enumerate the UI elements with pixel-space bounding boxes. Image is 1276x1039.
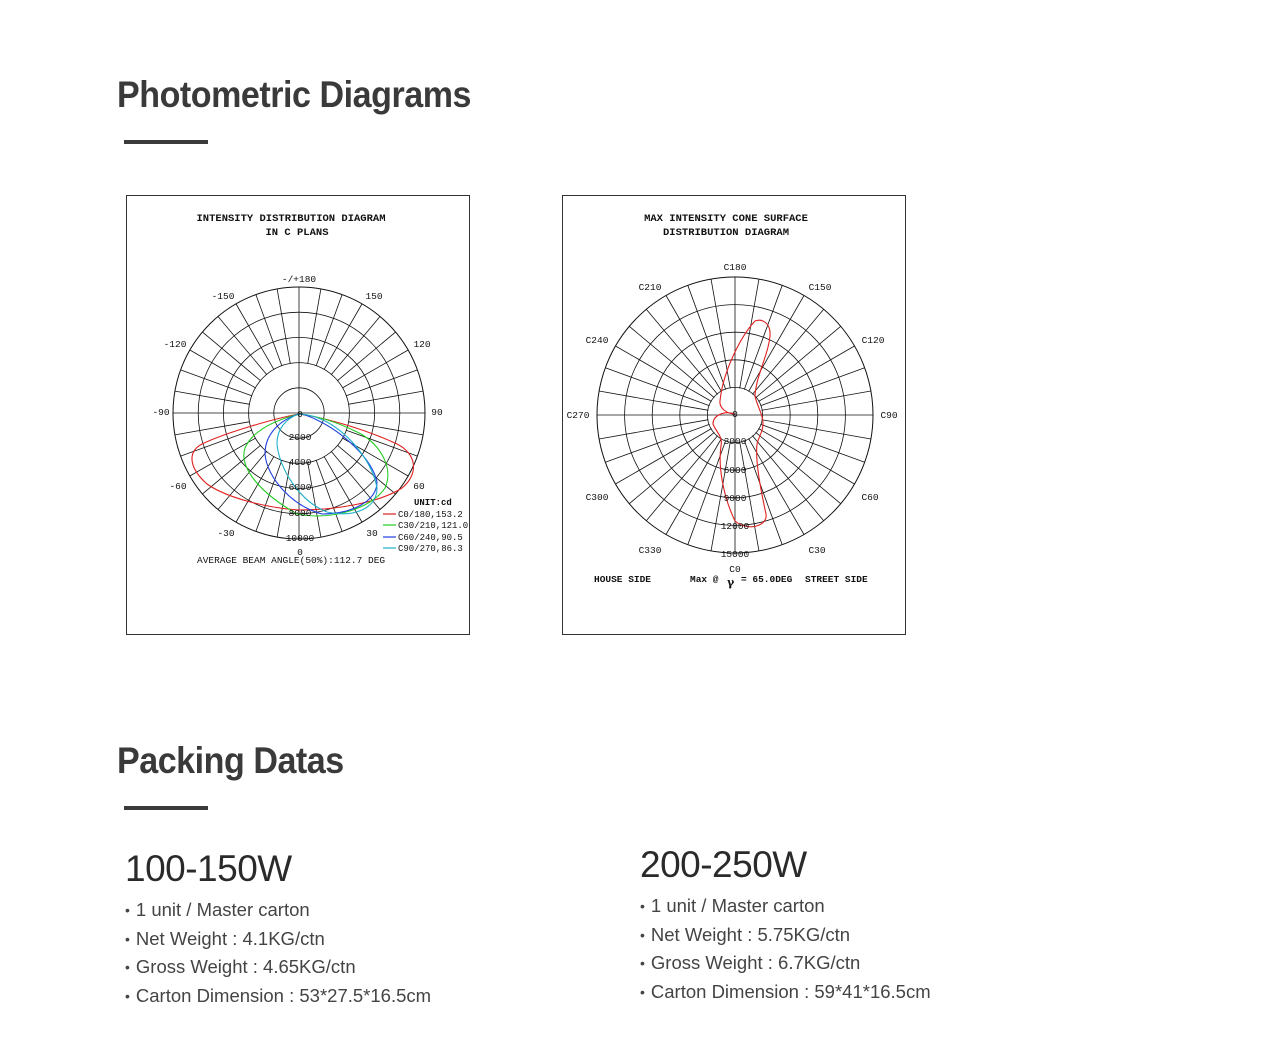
grid-spoke bbox=[646, 309, 717, 394]
grid-spoke bbox=[666, 295, 722, 391]
grid-spoke bbox=[666, 438, 722, 534]
angle-label-neg150: -150 bbox=[211, 291, 235, 302]
intensity-legend bbox=[383, 510, 468, 554]
grid-spoke bbox=[181, 370, 252, 396]
packing-title: Packing Datas bbox=[117, 740, 344, 781]
grid-spoke bbox=[277, 289, 290, 364]
grid-spoke bbox=[316, 295, 342, 366]
grid-spoke bbox=[348, 391, 423, 404]
cone-angle-c330: C330 bbox=[638, 545, 662, 556]
max-text-prefix: Max @ bbox=[690, 574, 719, 585]
packing-item: • 1 unit / Master carton bbox=[640, 892, 931, 921]
cone-diagram-svg bbox=[563, 196, 905, 634]
packing-column-100-150w bbox=[125, 848, 431, 1010]
legend-item-c60: C60/240,90.5 bbox=[398, 533, 463, 543]
radial-label-4000: 4000 bbox=[288, 457, 312, 468]
packing-item: • Carton Dimension : 53*27.5*16.5cm bbox=[125, 982, 431, 1011]
max-text-suffix: = 65.0DEG bbox=[741, 574, 793, 585]
grid-spoke bbox=[190, 350, 256, 388]
intensity-diagram-svg bbox=[127, 196, 469, 634]
radial-label-0: 0 bbox=[297, 409, 303, 420]
grid-spoke bbox=[760, 368, 864, 406]
angle-label-neg120: -120 bbox=[163, 339, 187, 350]
grid-spoke bbox=[762, 420, 871, 439]
grid-spoke bbox=[599, 420, 708, 439]
angle-label-neg60: -60 bbox=[169, 481, 187, 492]
angle-label-60: 60 bbox=[413, 481, 425, 492]
grid-spoke bbox=[646, 436, 717, 521]
cone-radial-6000: 6000 bbox=[723, 465, 747, 476]
street-side-label: STREET SIDE bbox=[805, 574, 868, 585]
gamma-symbol: γ bbox=[727, 576, 735, 589]
grid-spoke bbox=[752, 309, 823, 394]
grid-spoke bbox=[308, 462, 321, 537]
photometric-title: Photometric Diagrams bbox=[117, 74, 471, 115]
grid-spoke bbox=[236, 304, 274, 370]
packing-heading: 100-150W bbox=[125, 848, 292, 889]
grid-spoke bbox=[629, 326, 714, 397]
cone-radial-0: 0 bbox=[732, 409, 738, 420]
packing-item: • Carton Dimension : 59*41*16.5cm bbox=[640, 978, 931, 1007]
grid-spoke bbox=[615, 346, 711, 402]
packing-list bbox=[125, 896, 431, 1010]
cone-title-line2: DISTRIBUTION DIAGRAM bbox=[662, 227, 790, 239]
grid-spoke bbox=[744, 440, 782, 544]
grid-spoke bbox=[749, 295, 805, 391]
grid-spoke bbox=[277, 462, 290, 537]
intensity-distribution-diagram bbox=[126, 195, 470, 635]
cone-angle-c270: C270 bbox=[566, 410, 590, 421]
grid-spoke bbox=[744, 285, 782, 389]
grid-spoke bbox=[175, 391, 250, 404]
cone-angle-c120: C120 bbox=[861, 335, 885, 346]
radial-label-8000: 8000 bbox=[288, 508, 312, 519]
angle-label-90: 90 bbox=[431, 407, 443, 418]
packing-item: • Net Weight : 4.1KG/ctn bbox=[125, 925, 431, 954]
packing-item: • Gross Weight : 6.7KG/ctn bbox=[640, 949, 931, 978]
intensity-title-line1: INTENSITY DISTRIBUTION DIAGRAM bbox=[196, 213, 386, 225]
grid-spoke bbox=[256, 460, 282, 531]
grid-spoke bbox=[308, 289, 321, 364]
grid-spoke bbox=[756, 432, 841, 503]
grid-spoke bbox=[605, 368, 709, 406]
grid-spoke bbox=[342, 350, 408, 388]
cone-radial-12000: 12000 bbox=[720, 521, 750, 532]
cone-radial-15000: 15000 bbox=[720, 549, 750, 560]
cone-surface-diagram bbox=[562, 195, 906, 635]
cone-angle-c90: C90 bbox=[880, 410, 898, 421]
grid-spoke bbox=[190, 438, 256, 476]
cone-radial-3000: 3000 bbox=[723, 436, 747, 447]
grid-spoke bbox=[629, 432, 714, 503]
cone-angle-c180: C180 bbox=[723, 262, 747, 273]
cone-angle-c210: C210 bbox=[638, 282, 662, 293]
grid-spoke bbox=[175, 422, 250, 435]
angle-label-0: 0 bbox=[297, 547, 303, 558]
grid-spoke bbox=[711, 279, 730, 388]
angle-label-120: 120 bbox=[413, 339, 431, 350]
packing-item: • Net Weight : 5.75KG/ctn bbox=[640, 921, 931, 950]
cone-angle-c240: C240 bbox=[585, 335, 609, 346]
cone-angle-c300: C300 bbox=[585, 492, 609, 503]
angle-label-neg90: -90 bbox=[152, 407, 170, 418]
cone-title-line1: MAX INTENSITY CONE SURFACE bbox=[644, 213, 808, 225]
angle-label-neg30: -30 bbox=[217, 528, 235, 539]
packing-column-200-250w bbox=[640, 844, 931, 1006]
packing-item: • Gross Weight : 4.65KG/ctn bbox=[125, 953, 431, 982]
grid-spoke bbox=[346, 430, 417, 456]
photometric-title-rule bbox=[124, 140, 208, 144]
grid-spoke bbox=[756, 326, 841, 397]
legend-item-c0: C0/180,153.2 bbox=[398, 510, 463, 520]
grid-spoke bbox=[760, 424, 864, 462]
grid-spoke bbox=[740, 279, 759, 388]
curve-c30-210 bbox=[244, 414, 388, 516]
grid-spoke bbox=[599, 391, 708, 410]
grid-spoke bbox=[758, 346, 854, 402]
grid-spoke bbox=[256, 295, 282, 366]
angle-label-30: 30 bbox=[366, 528, 378, 539]
packing-item: • 1 unit / Master carton bbox=[125, 896, 431, 925]
grid-spoke bbox=[615, 429, 711, 485]
grid-spoke bbox=[758, 429, 854, 485]
house-side-label: HOUSE SIDE bbox=[594, 574, 652, 585]
grid-spoke bbox=[316, 460, 342, 531]
grid-spoke bbox=[688, 285, 726, 389]
grid-spoke bbox=[236, 456, 274, 522]
cone-angle-c150: C150 bbox=[808, 282, 832, 293]
grid-spoke bbox=[324, 304, 362, 370]
legend-item-c90: C90/270,86.3 bbox=[398, 544, 463, 554]
beam-angle-text: AVERAGE BEAM ANGLE(50%):112.7 DEG bbox=[197, 555, 386, 566]
packing-title-rule bbox=[124, 806, 208, 810]
cone-angle-c30: C30 bbox=[808, 545, 826, 556]
grid-spoke bbox=[762, 391, 871, 410]
radial-label-6000: 6000 bbox=[288, 482, 312, 493]
angle-label-150: 150 bbox=[365, 291, 383, 302]
cone-radial-9000: 9000 bbox=[723, 493, 747, 504]
grid-spoke bbox=[346, 370, 417, 396]
radial-label-2000: 2000 bbox=[288, 432, 312, 443]
packing-heading: 200-250W bbox=[640, 844, 807, 885]
intensity-title-line2: IN C PLANS bbox=[265, 227, 329, 239]
cone-angle-c0: C0 bbox=[729, 564, 741, 575]
unit-label: UNIT:cd bbox=[414, 498, 452, 508]
packing-list bbox=[640, 892, 931, 1006]
grid-spoke bbox=[181, 430, 252, 456]
radial-label-10000: 10000 bbox=[285, 533, 315, 544]
grid-spoke bbox=[752, 436, 823, 521]
grid-spoke bbox=[605, 424, 709, 462]
legend-item-c30: C30/210,121.0 bbox=[398, 521, 469, 531]
cone-angle-c60: C60 bbox=[861, 492, 879, 503]
angle-label-180: -/+180 bbox=[281, 274, 317, 285]
